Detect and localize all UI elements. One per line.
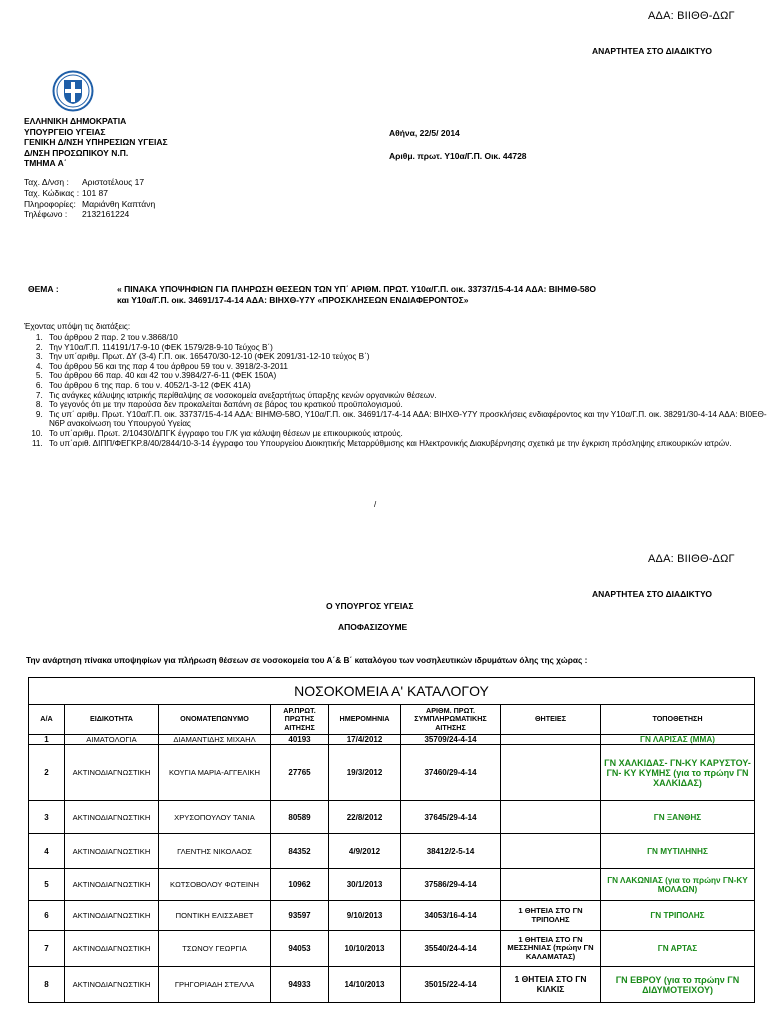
cell-placement: ΓΝ ΧΑΛΚΙΔΑΣ- ΓΝ-ΚΥ ΚΑΡΥΣΤΟΥ-ΓΝ- ΚΥ ΚΥΜΗΣ (για το πρώην ΓΝ ΧΑΛΚΙΔΑΣ) [601, 745, 755, 801]
table-row [29, 869, 755, 901]
list-item: 9. Τις υπ΄ αριθμ. Πρωτ. Υ10α/Γ.Π. οικ. 33737/15-4-14 ΑΔΑ: ΒΙΗΜΘ-58Ο, Υ10α/Γ.Π. οικ. 34691/17-4-14 ΑΔΑ: ΒΙΗΧΘ-Υ7Υ προσκλήσεις ενδιαφέροντος και την Υ10α/Γ.Π. οικ. 38291/30-4-14 ΑΔΑ: ΒΙ0ΕΘ-Ν6Ρ ανακοίνωση του Υπουργού Υγείας [45, 410, 768, 429]
contact-info [24, 199, 155, 210]
cell-terms [501, 834, 601, 869]
decide-heading: ΑΠΟΦΑΣΙΖΟΥΜΕ [338, 622, 408, 632]
cell-terms [501, 801, 601, 834]
cell-name: ΤΣΩΝΟΥ ΓΕΩΡΓΙΑ [159, 931, 271, 967]
cell-supplementary: 37645/29-4-14 [401, 801, 501, 834]
cell-protocol: 80589 [271, 801, 329, 834]
minister-title: Ο ΥΠΟΥΡΓΟΣ ΥΓΕΙΑΣ [326, 601, 414, 611]
ada-code-second: ΑΔΑ: ΒΙΙΘΘ-ΔΩΓ [648, 553, 735, 565]
cell-terms: 1 ΘΗΤΕΙΑ ΣΤΟ ΓΝ ΚΙΛΚΙΣ [501, 967, 601, 1003]
cell-terms [501, 735, 601, 745]
header-line: ΓΕΝΙΚΗ Δ/ΝΣΗ ΥΠΗΡΕΣΙΩΝ ΥΓΕΙΑΣ [24, 137, 168, 147]
cell-name: ΚΟΥΓΙΑ ΜΑΡΙΑ-ΑΓΓΕΛΙΚΗ [159, 745, 271, 801]
table-row [29, 834, 755, 869]
cell-specialty: ΑΚΤΙΝΟΔΙΑΓΝΩΣΤΙΚΗ [65, 869, 159, 901]
list-item: 5. Του άρθρου 66 παρ. 40 και 42 του ν.3984/27-6-11 (ΦΕΚ 150Α) [45, 371, 768, 381]
cell-supplementary: 34053/16-4-14 [401, 901, 501, 931]
cell-specialty: ΑΚΤΙΝΟΔΙΑΓΝΩΣΤΙΚΗ [65, 834, 159, 869]
cell-specialty: ΑΚΤΙΝΟΔΙΑΓΝΩΣΤΙΚΗ [65, 801, 159, 834]
contact-label: Πληροφορίες: [24, 198, 76, 209]
subject-label: ΘΕΜΑ : [28, 284, 59, 294]
cell-placement: ΓΝ ΛΑΡΙΣΑΣ (ΜΜΑ) [601, 735, 755, 745]
subject-line-1: « ΠΙΝΑΚΑ ΥΠΟΨΗΦΙΩΝ ΓΙΑ ΠΛΗΡΩΣΗ ΘΕΣΕΩΝ ΤΩΝ ΥΠ΄ ΑΡΙΘΜ. ΠΡΩΤ. Υ10α/Γ.Π. οικ. 33737/15-4-14 ΑΔΑ: ΒΙΗΜΘ-58Ο [117, 284, 597, 294]
ada-code-top: ΑΔΑ: ΒΙΙΘΘ-ΔΩΓ [648, 10, 735, 22]
cell-aa: 6 [29, 901, 65, 931]
cell-supplementary: 35015/22-4-14 [401, 967, 501, 1003]
cell-aa: 5 [29, 869, 65, 901]
cell-terms: 1 ΘΗΤΕΙΑ ΣΤΟ ΓΝ ΤΡΙΠΟΛΗΣ [501, 901, 601, 931]
cell-aa: 3 [29, 801, 65, 834]
column-header: ΤΟΠΟΘΕΤΗΣΗ [601, 705, 755, 735]
cell-terms: 1 ΘΗΤΕΙΑ ΣΤΟ ΓΝ ΜΕΣΣΗΝΙΑΣ (πρώην ΓΝ ΚΑΛΑΜΑΤΑΣ) [501, 931, 601, 967]
cell-name: ΓΡΗΓΟΡΙΑΔΗ ΣΤΕΛΛΑ [159, 967, 271, 1003]
cell-specialty: ΑΚΤΙΝΟΔΙΑΓΝΩΣΤΙΚΗ [65, 745, 159, 801]
page-mark: / [374, 500, 377, 509]
column-header: Α/Α [29, 705, 65, 735]
cell-terms [501, 869, 601, 901]
cell-aa: 1 [29, 735, 65, 745]
list-item: 7. Τις ανάγκες κάλυψης ιατρικής περίθαλψης σε νοσοκομεία ανεξαρτήτως ύπαρξης κενών οργανικών θέσεων. [45, 391, 768, 401]
cell-placement: ΓΝ ΛΑΚΩΝΙΑΣ (για το πρώην ΓΝ-ΚΥ ΜΟΛΑΩΝ) [601, 869, 755, 901]
cell-protocol: 93597 [271, 901, 329, 931]
table-row [29, 745, 755, 801]
cell-date: 22/8/2012 [329, 801, 401, 834]
cell-supplementary: 37460/29-4-14 [401, 745, 501, 801]
hospitals-table [28, 677, 755, 1003]
contact-value: Αριστοτέλους 17 [82, 177, 145, 187]
cell-supplementary: 35540/24-4-14 [401, 931, 501, 967]
cell-supplementary: 35709/24-4-14 [401, 735, 501, 745]
contact-postcode [24, 188, 155, 199]
contact-value: 101 87 [82, 187, 108, 198]
header-line: Δ/ΝΣΗ ΠΡΟΣΩΠΙΚΟΥ Ν.Π. [24, 147, 129, 158]
cell-supplementary: 37586/29-4-14 [401, 869, 501, 901]
contact-label: Ταχ. Δ/νση : [24, 177, 69, 187]
list-item: 2. Την Υ10α/Γ.Π. 114191/17-9-10 (ΦΕΚ 1579/28-9-10 Τεύχος Β΄) [45, 343, 768, 353]
contact-phone [24, 209, 155, 220]
list-item: 3. Την υπ΄αριθμ. Πρωτ. ΔΥ (3-4) Γ.Π. οικ. 165470/30-12-10 (ΦΕΚ 2091/31-12-10 τεύχος Β΄) [45, 352, 768, 362]
cell-name: ΔΙΑΜΑΝΤΙΔΗΣ ΜΙΧΑΗΛ [159, 735, 271, 745]
column-header: ΟΝΟΜΑΤΕΠΩΝΥΜΟ [159, 705, 271, 735]
cell-protocol: 94053 [271, 931, 329, 967]
list-item: 8. Το γεγονός ότι με την παρούσα δεν προκαλείται δαπάνη σε βάρος του κρατικού προϋπολογισμού. [45, 400, 768, 410]
table-row [29, 801, 755, 834]
cell-placement: ΓΝ ΑΡΤΑΣ [601, 931, 755, 967]
cell-protocol: 10962 [271, 869, 329, 901]
greek-emblem-icon [52, 70, 94, 112]
contact-block [24, 177, 155, 220]
column-header: ΑΡΙΘΜ. ΠΡΩΤ. ΣΥΜΠΛΗΡΩΜΑΤΙΚΗΣ ΑΙΤΗΣΗΣ [401, 705, 501, 735]
table-row [29, 735, 755, 745]
cell-date: 10/10/2013 [329, 931, 401, 967]
cell-date: 9/10/2013 [329, 901, 401, 931]
column-header: ΗΜΕΡΟΜΗΝΙΑ [329, 705, 401, 735]
cell-protocol: 94933 [271, 967, 329, 1003]
list-item: 1. Του άρθρου 2 παρ. 2 του ν.3868/10 [45, 333, 768, 343]
column-header: ΕΙΔΙΚΟΤΗΤΑ [65, 705, 159, 735]
cell-placement: ΓΝ ΞΑΝΘΗΣ [601, 801, 755, 834]
provisions-list [17, 333, 768, 448]
cell-date: 19/3/2012 [329, 745, 401, 801]
subject-line-2: και Υ10α/Γ.Π. οικ. 34691/17-4-14 ΑΔΑ: ΒΙΗΧΘ-Υ7Υ «ΠΡΟΣΚΛΗΣΕΩΝ ΕΝΔΙΑΦΕΡΟΝΤΟΣ» [117, 295, 469, 305]
table-header-row [29, 705, 755, 735]
contact-value: 2132161224 [82, 209, 130, 220]
list-item: 6. Του άρθρου 6 της παρ. 6 του ν. 4052/1-3-12 (ΦΕΚ 41Α) [45, 381, 768, 391]
cell-protocol: 27765 [271, 745, 329, 801]
cell-aa: 8 [29, 967, 65, 1003]
cell-specialty: ΑΚΤΙΝΟΔΙΑΓΝΩΣΤΙΚΗ [65, 931, 159, 967]
header-line: ΤΜΗΜΑ Α΄ [24, 158, 67, 168]
cell-date: 30/1/2013 [329, 869, 401, 901]
cell-date: 4/9/2012 [329, 834, 401, 869]
contact-label: Τηλέφωνο : [24, 209, 68, 220]
post-notice-second: ΑΝΑΡΤΗΤΕΑ ΣΤΟ ΔΙΑΔΙΚΤΥΟ [592, 589, 712, 599]
contact-value: Μαριάνθη Καπτάνη [82, 198, 156, 209]
table-title: ΝΟΣΟΚΟΜΕΙΑ Α' ΚΑΤΑΛΟΓΟΥ [28, 677, 755, 704]
cell-placement: ΓΝ ΕΒΡΟΥ (για το πρώην ΓΝ ΔΙΔΥΜΟΤΕΙΧΟΥ) [601, 967, 755, 1003]
protocol-number: Αριθμ. πρωτ. Υ10α/Γ.Π. Οικ. 44728 [389, 151, 527, 161]
cell-name: ΚΩΤΣΟΒΟΛΟΥ ΦΩΤΕΙΝΗ [159, 869, 271, 901]
cell-date: 14/10/2013 [329, 967, 401, 1003]
cell-date: 17/4/2012 [329, 735, 401, 745]
post-notice-top: ΑΝΑΡΤΗΤΕΑ ΣΤΟ ΔΙΑΔΙΚΤΥΟ [592, 46, 712, 56]
cell-specialty: ΑΙΜΑΤΟΛΟΓΙΑ [65, 735, 159, 745]
cell-specialty: ΑΚΤΙΝΟΔΙΑΓΝΩΣΤΙΚΗ [65, 967, 159, 1003]
cell-specialty: ΑΚΤΙΝΟΔΙΑΓΝΩΣΤΙΚΗ [65, 901, 159, 931]
header-line: ΥΠΟΥΡΓΕΙΟ ΥΓΕΙΑΣ [24, 126, 106, 137]
cell-terms [501, 745, 601, 801]
list-item: 10. Το υπ΄αριθμ. Πρωτ. 2/10430/ΔΠΓΚ έγγραφο του Γ/Κ για κάλυψη θέσεων με επικουρικούς ιατρούς. [45, 429, 768, 439]
cell-name: ΠΟΝΤΙΚΗ ΕΛΙΣΣΑΒΕΤ [159, 901, 271, 931]
cell-name: ΧΡΥΣΟΠΟΥΛΟΥ ΤΑΝΙΑ [159, 801, 271, 834]
header-organization [24, 116, 168, 169]
cell-placement: ΓΝ ΜΥΤΙΛΗΝΗΣ [601, 834, 755, 869]
provisions-intro: Έχοντας υπόψη τις διατάξεις: [24, 322, 131, 331]
cell-aa: 4 [29, 834, 65, 869]
table-row [29, 901, 755, 931]
column-header: ΑΡ.ΠΡΩΤ. ΠΡΩΤΗΣ ΑΙΤΗΣΗΣ [271, 705, 329, 735]
decision-text: Την ανάρτηση πίνακα υποψηφίων για πλήρωση θέσεων σε νοσοκομεία του Α΄& Β΄ καταλόγου των νοσηλευτικών ιδρυμάτων όλης της χώρας : [26, 655, 588, 665]
document-date: Αθήνα, 22/5/ 2014 [389, 128, 460, 138]
list-item: 4. Του άρθρου 56 και της παρ 4 του άρθρου 59 του ν. 3918/2-3-2011 [45, 362, 768, 372]
table-row [29, 931, 755, 967]
cell-name: ΓΛΕΝΤΗΣ ΝΙΚΟΛΑΟΣ [159, 834, 271, 869]
cell-protocol: 84352 [271, 834, 329, 869]
list-item: 11. Το υπ΄αριθ. ΔΙΠΠ/ΦΕΓΚΡ.8/40/2844/10-3-14 έγγραφο του Υπουργείου Διοικητικής Μεταρρύθμισης και Ηλεκτρονικής Διακυβέρνησης σχετικά με την έγκριση πρόσληψης επικουρικών ιατρών. [45, 439, 768, 449]
cell-placement: ΓΝ ΤΡΙΠΟΛΗΣ [601, 901, 755, 931]
cell-aa: 7 [29, 931, 65, 967]
table-row [29, 967, 755, 1003]
contact-label: Ταχ. Κώδικας : [24, 187, 80, 198]
header-line: ΕΛΛΗΝΙΚΗ ΔΗΜΟΚΡΑΤΙΑ [24, 116, 127, 126]
cell-aa: 2 [29, 745, 65, 801]
contact-address [24, 177, 155, 188]
column-header: ΘΗΤΕΙΕΣ [501, 705, 601, 735]
cell-supplementary: 38412/2-5-14 [401, 834, 501, 869]
cell-protocol: 40193 [271, 735, 329, 745]
